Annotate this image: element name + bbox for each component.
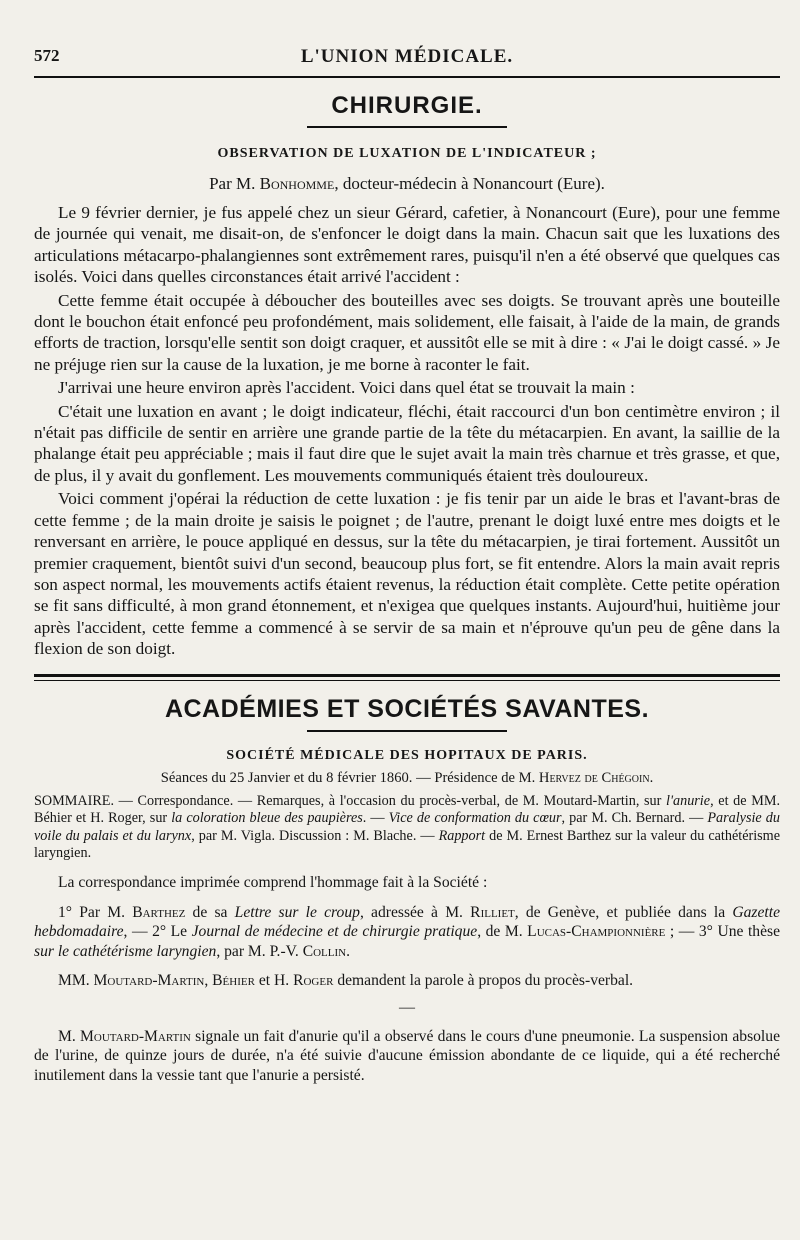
correspondance-intro: La correspondance imprimée comprend l'hommage fait à la Société :	[58, 873, 488, 891]
paragraph: Le 9 février dernier, je fus appelé chez un sieur Gérard, cafetier, à Nonancourt (Eure), pour une femme de journée qui venait, me disait-on, de s'enfoncer le doigt dans la main. Chacun sait que les luxations des articulations métacarpo-phalangiennes sont extrêmement rares, puisqu'il n'en a été observé que quelques cas isolés. Voici dans quelles circonstances était arrivé l'accident :	[34, 203, 780, 287]
section-underline	[307, 730, 507, 732]
journal-title: L'UNION MÉDICALE.	[300, 46, 514, 67]
article-title: OBSERVATION DE LUXATION DE L'INDICATEUR ;	[217, 146, 597, 161]
minutes-body	[34, 863, 780, 1086]
paragraph: Cette femme était occupée à déboucher des bouteilles avec ses doigts. Se trouvant après une bouteille dont le bouchon était enfoncé peu profondément, mais solidement, elle faisait, à l'aide de la main, de grands efforts de traction, lorsqu'elle sentit son doigt craquer, et aussitôt elle se mit à dire : « J'ai le doigt cassé. » Je ne préjuge rien sur la cause de la luxation, je me borne à raconter le fait.	[34, 290, 780, 374]
section-divider-thin	[34, 680, 780, 681]
section-divider	[34, 674, 780, 677]
correspondance-list: 1° Par M. Barthez de sa Lettre sur le croup, adressée à M. Rilliet, de Genève, et publiée dans la Gazette hebdomadaire, — 2° Le Journal de médecine et de chirurgie pratique, de M. Lucas-Championnière ; — 3° Une thèse sur le cathétérisme laryngien, par M. P.-V. Collin.	[34, 903, 780, 960]
paragraph: C'était une luxation en avant ; le doigt indicateur, fléchi, était raccourci d'un bon centimètre environ ; il n'était pas difficile de sentir en arrière une grande partie de la tête du métacarpien. En avant, la saillie de la phalange était peu appréciable ; mais il faut dire que le sujet avait la main très charnue et très grasse, et que, de plus, il y avait du gonflement. Les mouvements communiqués étaient très douloureux.	[34, 401, 780, 485]
section-underline	[307, 126, 507, 128]
running-head	[34, 40, 780, 72]
page-number: 572	[34, 46, 60, 65]
header-rule	[34, 76, 780, 78]
journal-page	[34, 40, 780, 1086]
moutard-report: M. Moutard-Martin signale un fait d'anurie qu'il a observé dans le cours d'une pneumonie. La suspension absolue de l'urine, de quinze jours de durée, n'a été suivie d'aucune émission abondante de ce liquide, qui a été recherché inutilement dans la vessie tant que l'anurie a persisté.	[34, 1027, 780, 1085]
president-name: Hervez de Chégoin	[538, 769, 650, 786]
procès-verbal-request: MM. Moutard-Martin, Béhier et H. Roger demandent la parole à propos du procès-verbal.	[58, 972, 634, 990]
society-title: SOCIÉTÉ MÉDICALE DES HOPITAUX DE PARIS.	[226, 747, 588, 763]
paragraph: J'arrivai une heure environ après l'accident. Voici dans quel état se trouvait la main :	[58, 378, 635, 398]
summary: SOMMAIRE. — Correspondance. — Remarques, à l'occasion du procès-verbal, de M. Moutard-Martin, sur l'anurie, et de MM. Béhier et H. Roger, sur la coloration bleue des paupières. — Vice de conformation du cœur, par M. Ch. Bernard. — Paralysie du voile du palais et du larynx, par M. Vigla. Discussion : M. Blache. — Rapport de M. Ernest Barthez sur la valeur du cathétérisme laryngien.	[34, 792, 781, 862]
article-body	[34, 202, 780, 660]
section-title-academies: ACADÉMIES ET SOCIÉTÉS SAVANTES.	[164, 694, 650, 723]
separator-dash: —	[399, 998, 415, 1016]
author-name: Bonhomme	[259, 174, 335, 193]
paragraph: Voici comment j'opérai la réduction de cette luxation : je fis tenir par un aide le bras et l'avant-bras de cette femme ; de la main droite je saisis le poignet ; de l'autre, prenant le doigt luxé entre mes doigts et le renversant en arrière, le pouce appliqué en dessus, sur la tête du métacarpien, je tirai fortement. Aussitôt un premier craquement, bientôt suivi d'un second, beaucoup plus fort, se fit entendre. Alors la main avait repris son aspect normal, les mouvements actifs étaient revenus, la réduction était complète. Cette petite opération se fit sans difficulté, à mon grand étonnement, et n'exigea que quelques instants. Aujourd'hui, huitième jour après l'accident, cette femme a commencé à se servir de sa main et n'éprouve qu'un peu de gêne dans la flexion de son doigt.	[34, 489, 780, 659]
session-line: Séances du 25 Janvier et du 8 février 1860. — Présidence de M. Hervez de Chégoin.	[160, 769, 654, 786]
article-byline: Par M. Bonhomme, docteur-médecin à Nonancourt (Eure).	[209, 174, 605, 193]
section-title-chirurgie: CHIRURGIE.	[331, 92, 483, 119]
summary-label: SOMMAIRE.	[34, 792, 115, 809]
